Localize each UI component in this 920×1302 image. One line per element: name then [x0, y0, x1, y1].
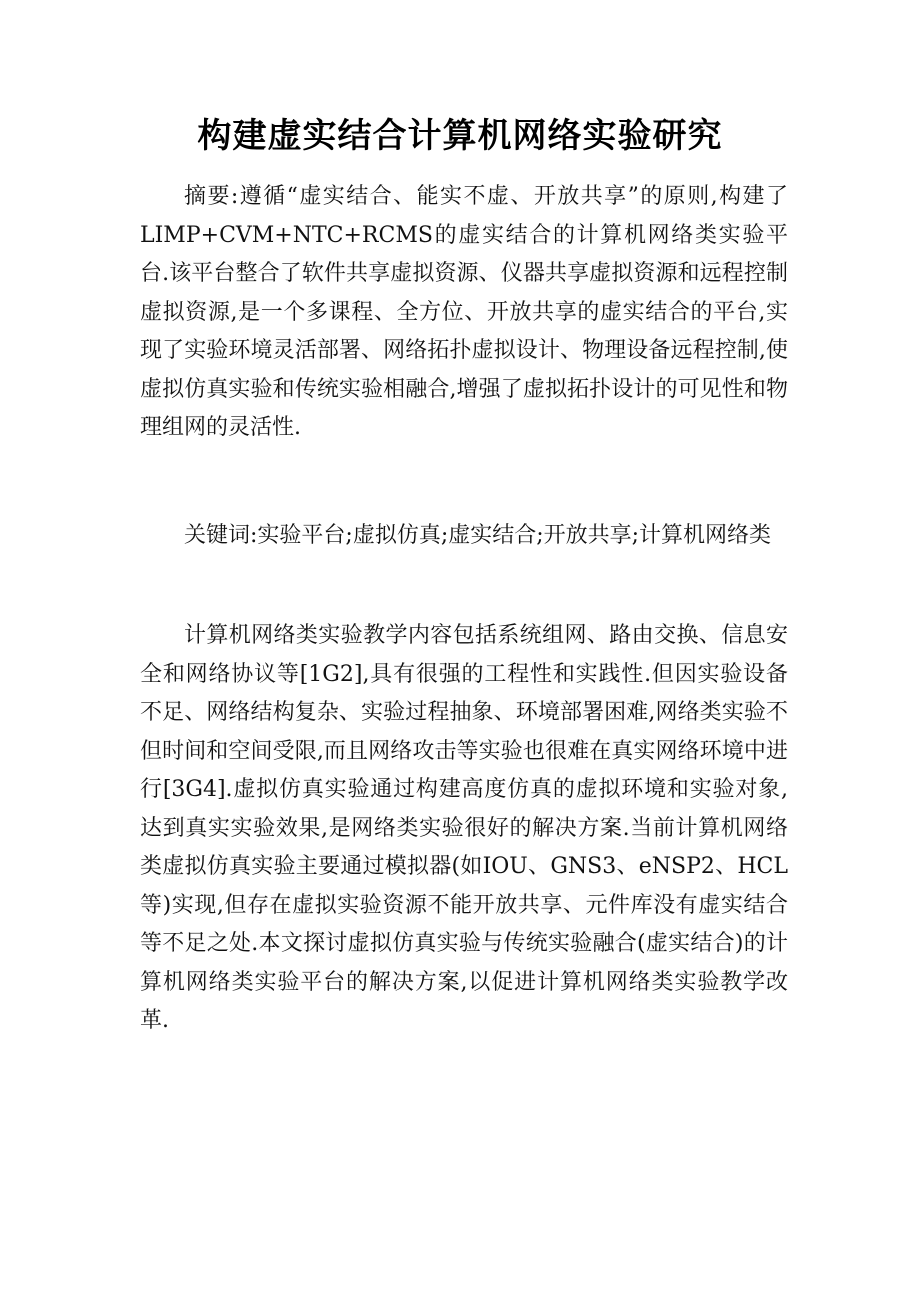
intro-paragraph: 计算机网络类实验教学内容包括系统组网、路由交换、信息安全和网络协议等[1G2],具有很强的工程性和实践性.但因实验设备不足、网络结构复杂、实验过程抽象、环境部署困难,网络类实验不但时间和空间受限,而且网络攻击等实验也很难在真实网络环境中进行[3G4].虚拟仿真实验通过构建高度仿真的虚拟环境和实验对象,达到真实实验效果,是网络类实验很好的解决方案.当前计算机网络类虚拟仿真实验主要通过模拟器(如IOU、GNS3、eNSP2、HCL等)实现,但存在虚拟实验资源不能开放共享、元件库没有虚实结合等不足之处.本文探讨虚拟仿真实验与传统实验融合(虚实结合)的计算机网络类实验平台的解决方案,以促进计算机网络类实验教学改革. [140, 623, 788, 1033]
document-title: 构建虚实结合计算机网络实验研究 [197, 116, 723, 156]
abstract-section [140, 178, 788, 448]
intro-section [140, 617, 788, 1041]
keywords-section [140, 517, 788, 556]
abstract-paragraph: 摘要:遵循“虚实结合、能实不虚、开放共享”的原则,构建了LIMP+CVM+NTC+RCMS的虚实结合的计算机网络类实验平台.该平台整合了软件共享虚拟资源、仪器共享虚拟资源和远程控制虚拟资源,是一个多课程、全方位、开放共享的虚实结合的平台,实现了实验环境灵活部署、网络拓扑虚拟设计、物理设备远程控制,使虚拟仿真实验和传统实验相融合,增强了虚拟拓扑设计的可见性和物理组网的灵活性. [140, 184, 788, 440]
keywords-paragraph: 关键词:实验平台;虚拟仿真;虚实结合;开放共享;计算机网络类 [184, 523, 772, 548]
